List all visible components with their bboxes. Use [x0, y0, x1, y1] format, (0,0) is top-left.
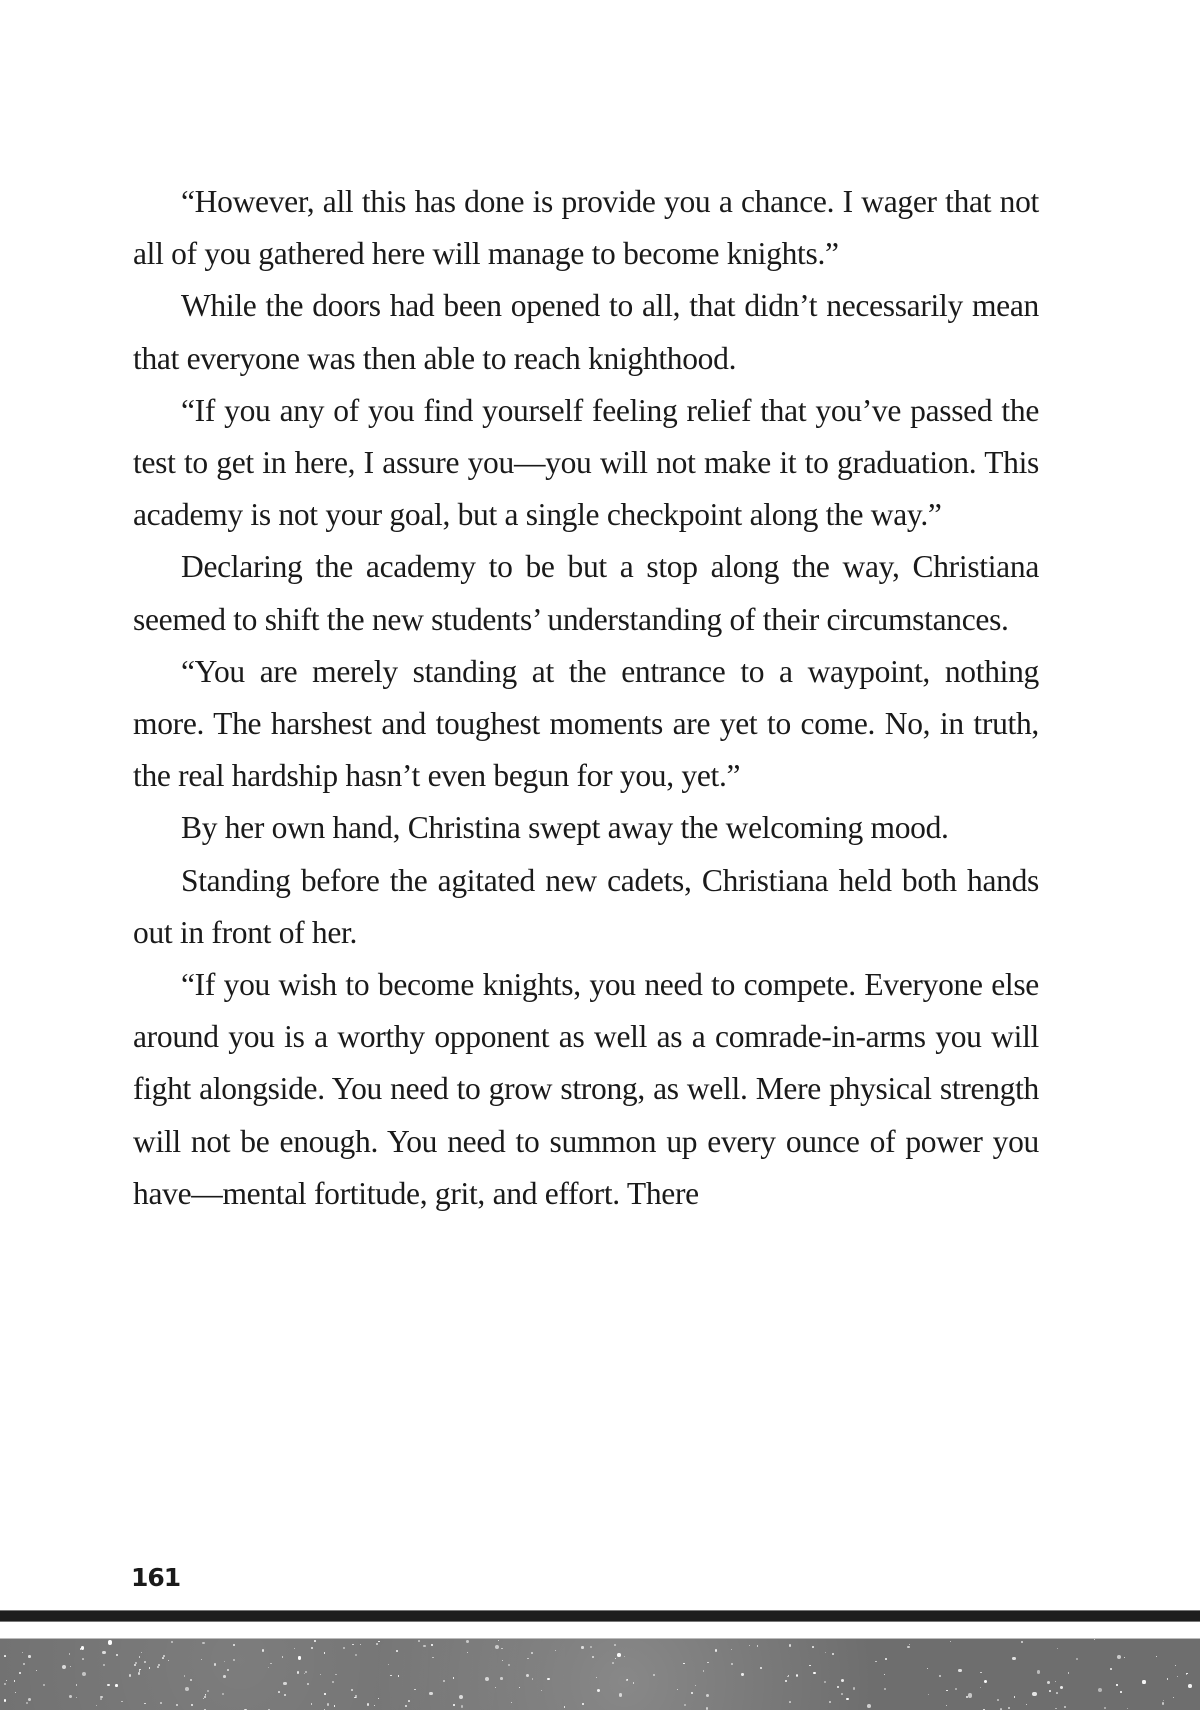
- star-dot: [96, 1705, 98, 1707]
- star-dot: [62, 1665, 66, 1669]
- star-dot: [121, 1701, 122, 1702]
- star-dot: [749, 1645, 750, 1646]
- star-dot: [846, 1698, 848, 1700]
- star-dot: [853, 1687, 856, 1690]
- star-dot: [527, 1658, 529, 1660]
- star-dot: [351, 1689, 353, 1691]
- star-dot: [526, 1674, 529, 1677]
- star-dot: [1037, 1670, 1040, 1673]
- star-dot: [997, 1699, 999, 1701]
- star-dot: [590, 1646, 592, 1648]
- star-dot: [298, 1656, 302, 1660]
- star-dot: [355, 1654, 358, 1657]
- star-dot: [501, 1648, 503, 1650]
- star-dot: [14, 1680, 16, 1682]
- star-dot: [832, 1653, 834, 1655]
- star-dot: [191, 1704, 192, 1705]
- star-dot: [176, 1704, 178, 1706]
- star-dot: [612, 1662, 614, 1664]
- star-dot: [615, 1658, 616, 1659]
- star-dot: [789, 1701, 791, 1703]
- star-dot: [138, 1672, 140, 1674]
- star-dot: [1055, 1681, 1056, 1682]
- star-dot: [115, 1684, 118, 1687]
- star-dot: [26, 1702, 28, 1704]
- star-dot: [511, 1702, 512, 1703]
- star-dot: [841, 1679, 844, 1682]
- star-dot: [813, 1672, 815, 1674]
- star-dot: [741, 1673, 743, 1675]
- star-dot: [81, 1646, 84, 1649]
- star-dot: [367, 1703, 369, 1705]
- star-dot: [443, 1680, 445, 1682]
- star-dot: [627, 1679, 629, 1681]
- star-dot: [541, 1690, 542, 1691]
- star-dot: [1098, 1688, 1102, 1692]
- paragraph: By her own hand, Christina swept away the welcoming mood.: [133, 802, 1039, 854]
- star-dot: [1068, 1672, 1070, 1674]
- star-dot: [378, 1698, 379, 1699]
- star-dot: [82, 1658, 84, 1660]
- star-dot: [812, 1646, 814, 1648]
- star-dot: [1012, 1657, 1016, 1661]
- star-dot: [396, 1650, 398, 1652]
- star-dot: [453, 1677, 455, 1679]
- star-dot: [4, 1683, 6, 1685]
- star-dot: [408, 1700, 410, 1702]
- star-dot: [495, 1687, 496, 1688]
- star-dot: [324, 1693, 325, 1694]
- star-dot: [4, 1655, 6, 1657]
- star-dot: [144, 1703, 146, 1705]
- star-dot: [204, 1696, 206, 1698]
- star-dot: [684, 1704, 686, 1706]
- star-dot: [304, 1673, 305, 1674]
- star-dot: [1186, 1674, 1187, 1675]
- star-dot: [1047, 1681, 1050, 1684]
- star-dot: [984, 1680, 987, 1683]
- star-dot: [311, 1703, 312, 1704]
- star-dot: [485, 1677, 489, 1681]
- star-dot: [875, 1661, 877, 1663]
- star-dot: [376, 1643, 377, 1644]
- star-dot: [203, 1698, 204, 1699]
- star-dot: [405, 1705, 407, 1707]
- star-dot: [519, 1687, 520, 1688]
- star-dot: [227, 1669, 229, 1671]
- star-dot: [467, 1652, 468, 1653]
- star-dot: [789, 1644, 791, 1646]
- star-dot: [1188, 1684, 1192, 1688]
- star-dot: [202, 1642, 204, 1644]
- star-dot: [824, 1681, 826, 1683]
- star-dot: [360, 1644, 361, 1645]
- star-dot: [946, 1690, 947, 1691]
- star-dot: [980, 1672, 981, 1673]
- star-dot: [284, 1694, 286, 1696]
- star-dot: [1163, 1700, 1164, 1701]
- star-dot: [1142, 1680, 1145, 1683]
- star-dot: [418, 1640, 420, 1642]
- star-dot: [311, 1647, 313, 1649]
- star-dot: [102, 1651, 106, 1655]
- star-dot: [500, 1677, 503, 1680]
- star-dot: [633, 1682, 635, 1684]
- star-dot: [332, 1681, 334, 1683]
- star-dot: [809, 1665, 811, 1667]
- star-dot: [927, 1668, 928, 1669]
- star-dot: [15, 1692, 16, 1693]
- star-dot: [1094, 1639, 1095, 1640]
- star-dot: [222, 1693, 224, 1695]
- star-dot: [695, 1685, 696, 1686]
- paragraph: Standing before the agitated new cadets, Christiana held both hands out in front of her.: [133, 855, 1039, 959]
- star-dot: [233, 1659, 235, 1661]
- star-dot: [955, 1688, 957, 1690]
- star-dot: [1162, 1702, 1164, 1704]
- star-dot: [335, 1674, 336, 1675]
- star-dot: [532, 1678, 534, 1680]
- star-dot: [103, 1664, 105, 1666]
- paragraph: “If you wish to become knights, you need to compete. Everyone else around you is a worthy opponent as well as a comrade-in-arms you will fight alongside. You need to grow strong, as well. Mere physical strength will not be enough. You need to summon up every ounce of power you have—mental fortitude, grit, and effort. There: [133, 959, 1039, 1220]
- star-dot: [70, 1666, 71, 1667]
- star-dot: [1056, 1692, 1058, 1694]
- paragraph: “You are merely standing at the entrance to a waypoint, nothing more. The harshest and toughest moments are yet to come. No, in truth, the real hardship hasn’t even begun for you, yet.”: [133, 646, 1039, 803]
- star-dot: [498, 1640, 500, 1642]
- star-dot: [1057, 1648, 1058, 1649]
- star-dot: [547, 1678, 549, 1680]
- star-dot: [201, 1659, 202, 1660]
- star-dot: [283, 1682, 286, 1685]
- star-dot: [141, 1652, 142, 1653]
- paragraph: “If you any of you find yourself feeling relief that you’ve passed the test to get in here, I assure you—you will not make it to graduation. This academy is not your goal, but a single checkpoint along the way.”: [133, 385, 1039, 542]
- paragraph: “However, all this has done is provide you a chance. I wager that not all of you gathered here will manage to become knights.”: [133, 176, 1039, 280]
- body-text: [133, 176, 1039, 1220]
- star-dot: [1014, 1696, 1015, 1697]
- page-number: 161: [131, 1563, 180, 1592]
- star-dot: [82, 1672, 86, 1676]
- star-dot: [139, 1670, 141, 1672]
- star-dot: [966, 1696, 967, 1697]
- star-dot: [76, 1697, 77, 1698]
- star-dot: [1156, 1656, 1157, 1657]
- star-dot: [885, 1658, 887, 1660]
- star-dot: [907, 1646, 909, 1648]
- star-dot: [1110, 1668, 1112, 1670]
- star-dot: [6, 1680, 7, 1681]
- star-dot: [707, 1662, 708, 1663]
- star-dot: [431, 1644, 432, 1645]
- star-dot: [703, 1670, 705, 1672]
- star-dot: [980, 1687, 981, 1688]
- star-dot: [343, 1647, 345, 1649]
- star-dot: [139, 1656, 141, 1658]
- star-dot: [190, 1679, 192, 1681]
- star-dot: [205, 1694, 206, 1695]
- star-dot: [1026, 1704, 1027, 1705]
- star-dot: [1021, 1641, 1023, 1643]
- star-dot: [423, 1645, 426, 1648]
- star-dot: [224, 1661, 225, 1662]
- star-dot: [429, 1692, 433, 1696]
- star-dot: [691, 1692, 693, 1694]
- star-dot: [36, 1670, 37, 1671]
- star-dot: [596, 1677, 597, 1678]
- star-dot: [715, 1649, 717, 1651]
- star-dot: [614, 1644, 616, 1646]
- star-dot: [582, 1703, 585, 1706]
- star-dot: [1116, 1684, 1117, 1685]
- star-dot: [23, 1663, 24, 1664]
- star-dot: [555, 1650, 556, 1651]
- star-dot: [677, 1689, 678, 1690]
- star-dot: [374, 1705, 375, 1706]
- star-dot: [28, 1655, 31, 1658]
- star-dot: [958, 1669, 962, 1673]
- star-dot: [683, 1663, 685, 1665]
- star-dot: [270, 1663, 272, 1665]
- star-dot: [829, 1701, 831, 1703]
- star-dot: [459, 1695, 463, 1699]
- star-dot: [157, 1666, 159, 1668]
- star-dot: [19, 1672, 21, 1674]
- star-dot: [352, 1644, 354, 1646]
- star-dot: [69, 1653, 70, 1654]
- star-dot: [149, 1667, 151, 1669]
- paragraph: Declaring the academy to be but a stop along the way, Christiana seemed to shift the new students’ understanding of their circumstances.: [133, 541, 1039, 645]
- star-dot: [297, 1671, 299, 1673]
- star-dot: [305, 1671, 307, 1673]
- star-dot: [268, 1667, 270, 1669]
- star-dot: [432, 1657, 433, 1658]
- star-dot: [502, 1660, 503, 1661]
- star-dot: [314, 1640, 316, 1642]
- star-dot: [282, 1656, 284, 1658]
- star-dot: [168, 1660, 169, 1661]
- star-dot: [466, 1640, 469, 1643]
- star-dot: [619, 1693, 623, 1697]
- star-dot: [884, 1674, 885, 1675]
- star-dot: [508, 1664, 510, 1666]
- star-dot: [398, 1675, 399, 1676]
- star-dot: [581, 1646, 583, 1648]
- star-dot: [461, 1705, 463, 1707]
- star-dot: [837, 1686, 839, 1688]
- star-dot: [43, 1684, 45, 1686]
- star-dot: [624, 1656, 625, 1657]
- star-dot: [946, 1705, 947, 1706]
- star-dot: [278, 1691, 280, 1693]
- star-dot: [134, 1664, 136, 1666]
- star-dot: [928, 1694, 929, 1695]
- star-dot: [1173, 1697, 1175, 1699]
- star-dot: [564, 1706, 566, 1708]
- star-dot: [207, 1690, 209, 1692]
- star-dot: [495, 1645, 499, 1649]
- star-dot: [320, 1674, 322, 1676]
- star-dot: [617, 1653, 621, 1657]
- star-dot: [950, 1641, 951, 1642]
- star-dot: [294, 1648, 295, 1649]
- star-dot: [1064, 1706, 1066, 1708]
- star-dot: [233, 1644, 235, 1646]
- star-dot: [129, 1674, 131, 1676]
- star-dot: [223, 1675, 226, 1678]
- star-dot: [185, 1687, 189, 1691]
- star-dot: [388, 1664, 389, 1665]
- star-dot: [390, 1675, 391, 1676]
- star-dot: [69, 1695, 72, 1698]
- star-dot: [825, 1652, 826, 1653]
- star-dot: [1175, 1665, 1176, 1666]
- star-dot: [144, 1661, 146, 1663]
- star-dot: [597, 1689, 600, 1692]
- star-dot: [162, 1657, 164, 1659]
- star-dot: [939, 1675, 941, 1677]
- star-dot: [378, 1641, 380, 1643]
- star-dot: [884, 1688, 886, 1690]
- star-dot: [28, 1698, 31, 1701]
- star-dot: [307, 1683, 309, 1685]
- star-dot: [262, 1649, 264, 1651]
- star-dot: [184, 1675, 185, 1676]
- star-dot: [531, 1652, 533, 1654]
- star-dot: [327, 1703, 329, 1705]
- star-dot: [1032, 1692, 1036, 1696]
- star-dot: [22, 1652, 23, 1653]
- star-dot: [592, 1656, 594, 1658]
- star-dot: [731, 1663, 733, 1665]
- star-dot: [108, 1640, 112, 1644]
- star-dot: [1124, 1657, 1125, 1658]
- star-dot: [757, 1645, 759, 1647]
- star-dot: [160, 1702, 162, 1704]
- star-dot: [171, 1641, 173, 1643]
- star-dot: [1167, 1678, 1168, 1679]
- star-dot: [1076, 1658, 1078, 1660]
- star-dot: [1177, 1676, 1178, 1677]
- star-dot: [76, 1684, 78, 1686]
- star-dot: [867, 1704, 871, 1708]
- star-dot: [324, 1652, 326, 1654]
- star-dot: [731, 1649, 732, 1650]
- star-dot: [653, 1674, 655, 1676]
- starfield-decoration: [0, 1638, 1200, 1710]
- star-dot: [116, 1654, 118, 1656]
- star-dot: [334, 1705, 335, 1706]
- paragraph: While the doors had been opened to all, that didn’t necessarily mean that everyone was then able to reach knighthood.: [133, 280, 1039, 384]
- star-dot: [1120, 1691, 1122, 1693]
- star-dot: [1008, 1707, 1010, 1709]
- star-dot: [968, 1693, 972, 1697]
- star-dot: [453, 1704, 454, 1705]
- star-dot: [214, 1663, 216, 1665]
- star-dot: [841, 1693, 843, 1695]
- star-dot: [107, 1684, 109, 1686]
- star-dot: [785, 1680, 787, 1682]
- star-dot: [760, 1667, 762, 1669]
- star-dot: [1117, 1655, 1121, 1659]
- star-dot: [1049, 1690, 1051, 1692]
- footer-divider: [0, 1610, 1200, 1622]
- star-dot: [706, 1694, 710, 1698]
- star-dot: [414, 1689, 415, 1690]
- star-dot: [1060, 1686, 1063, 1689]
- star-dot: [4, 1699, 7, 1702]
